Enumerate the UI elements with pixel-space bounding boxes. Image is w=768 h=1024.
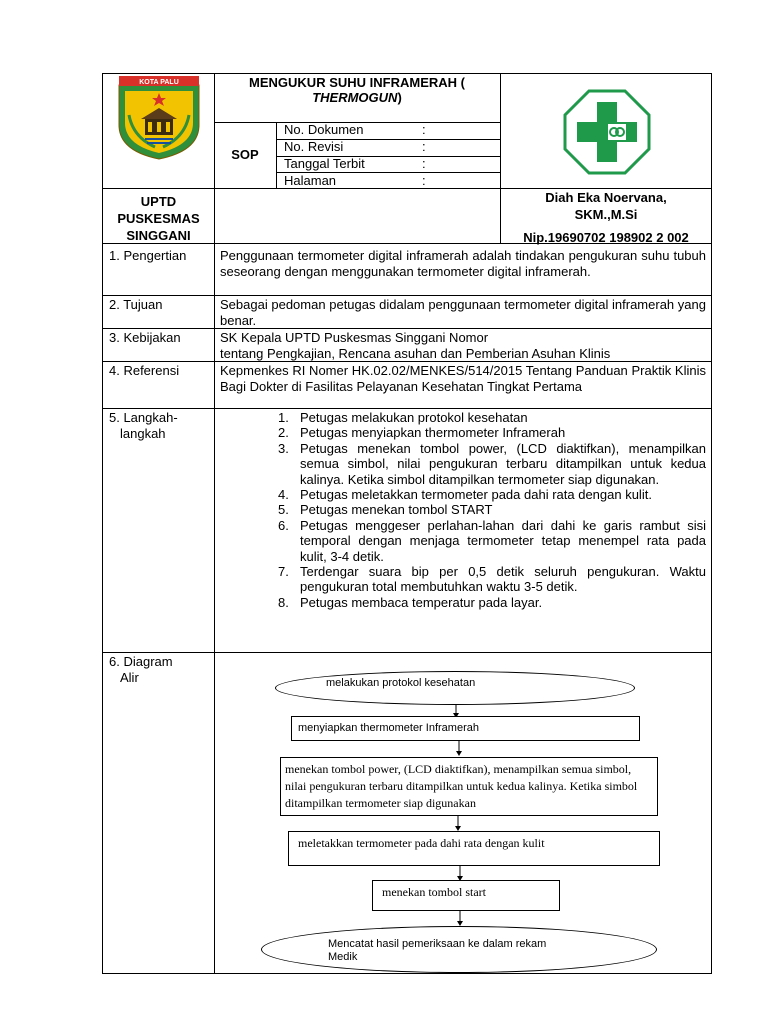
- step-item: [278, 564, 706, 595]
- step-num: 3.: [278, 440, 289, 456]
- sop-document: [102, 73, 712, 974]
- doc-field-sep: :: [422, 122, 426, 137]
- kebijakan-label: 3. Kebijakan: [109, 330, 181, 345]
- org-line3: SINGGANI: [126, 228, 191, 243]
- step-num: 8.: [278, 594, 289, 610]
- doc-field-row: [284, 139, 500, 156]
- step-num: 2.: [278, 425, 289, 441]
- flow-node-text: menekan tombol start: [382, 885, 486, 899]
- doc-field-row: [284, 156, 500, 173]
- kebijakan-line1: SK Kepala UPTD Puskesmas Singgani Nomor: [220, 330, 489, 345]
- steps-list: [278, 410, 706, 610]
- flow-node-text: melakukan protokol kesehatan: [326, 677, 476, 689]
- flow-box-start: [372, 880, 560, 911]
- langkah-label-line2: langkah: [120, 426, 166, 441]
- diagram-label: [109, 654, 173, 686]
- tujuan-label: 2. Tujuan: [109, 297, 163, 312]
- step-text: Petugas menekan tombol power, (LCD diaktifkan), menampilkan semua simbol, nilai pengukuran terbaru ditampilkan untuk kedua kalinya. Ketika simbol ditampilkan termometer siap digunakan.: [300, 440, 706, 487]
- doc-field-label: No. Dokumen: [284, 122, 364, 137]
- title-line2: [214, 90, 500, 105]
- flow-arrow: [453, 816, 463, 832]
- doc-fields: [284, 122, 500, 190]
- doc-field-sep: :: [422, 156, 426, 171]
- tujuan-text: Sebagai pedoman petugas didalam penggunaan termometer digital inframerah yang benar.: [220, 297, 706, 328]
- step-item: [278, 595, 706, 610]
- title-thermogun: THERMOGUN: [312, 90, 398, 105]
- step-item: [278, 502, 706, 517]
- langkah-label-line1: 5. Langkah-: [109, 410, 178, 425]
- step-item: [278, 425, 706, 440]
- org-name: [103, 193, 214, 244]
- signer-degree: SKM.,M.Si: [574, 207, 638, 222]
- flow-node-text: menekan tombol power, (LCD diaktifkan), menampilkan semua simbol, nilai pengukuran terbaru ditampilkan untuk kedua kalinya. Ketika simbol ditampilkan termometer siap digunakan: [285, 762, 638, 810]
- flow-end-ellipse: [261, 926, 657, 973]
- step-num: 1.: [278, 410, 289, 425]
- signer-nip: Nip.19690702 198902 2 002: [523, 230, 689, 245]
- doc-field-row: [284, 122, 500, 139]
- referensi-text: Kepmenkes RI Nomer HK.02.02/MENKES/514/2015 Tentang Panduan Praktik Klinis Bagi Dokter di Fasilitas Pelayanan Kesehatan Tingkat Pertama: [220, 363, 706, 394]
- step-text: Terdengar suara bip per 0,5 detik seluruh pengukuran. Waktu pengukuran total membutuhkan waktu 3-5 detik.: [300, 564, 706, 595]
- doc-field-sep: :: [422, 173, 426, 188]
- pengertian-label: 1. Pengertian: [109, 248, 187, 263]
- flow-node-text: menyiapkan thermometer Inframerah: [298, 722, 479, 734]
- diagram-label-line2: Alir: [120, 670, 139, 685]
- puskesmas-logo: [562, 88, 652, 176]
- doc-field-label: Tanggal Terbit: [284, 156, 365, 171]
- doc-field-label: No. Revisi: [284, 139, 344, 154]
- row-divider: [103, 295, 712, 296]
- kebijakan-text: [220, 330, 706, 362]
- step-text: Petugas meletakkan termometer pada dahi rata dengan kulit.: [300, 487, 652, 503]
- row-divider: [103, 408, 712, 409]
- referensi-label: 4. Referensi: [109, 363, 180, 378]
- title-line1: MENGUKUR SUHU INFRAMERAH (: [249, 75, 465, 90]
- step-num: 4.: [278, 487, 289, 503]
- org-line1: UPTD: [140, 194, 177, 209]
- pengertian-text: Penggunaan termometer digital inframerah adalah tindakan pengukuran suhu tubuh seseorang dengan menggunakan termometer digital inframerah.: [220, 248, 706, 279]
- title-close: ): [397, 90, 402, 105]
- doc-field-label: Halaman: [284, 173, 337, 188]
- flow-start-ellipse: [275, 671, 635, 705]
- col-divider-left: [214, 74, 215, 974]
- flow-node-text: Mencatat hasil pemeriksaan ke dalam rekam Medik: [328, 938, 547, 963]
- step-text: Petugas menyiapkan thermometer Inframerah: [300, 425, 566, 441]
- row-divider: [103, 652, 712, 653]
- langkah-label: [109, 410, 178, 442]
- step-text: Petugas melakukan protokol kesehatan: [300, 410, 528, 425]
- diagram-label-line1: 6. Diagram: [109, 654, 173, 669]
- step-text: Petugas menekan tombol START: [300, 502, 493, 518]
- signer-name: Diah Eka Noervana,: [545, 190, 667, 205]
- flow-arrow: [454, 741, 464, 757]
- step-text: Petugas menggeser perlahan-lahan dari dahi ke garis rambut sisi temporal dengan menjaga termometer tetap menempel rata pada kulit, 3-4 detik.: [300, 517, 706, 564]
- step-num: 6.: [278, 517, 289, 533]
- step-item: [278, 441, 706, 487]
- sop-label: SOP: [231, 147, 259, 162]
- svg-text:KOTA PALU: KOTA PALU: [139, 79, 179, 86]
- step-item: [278, 487, 706, 502]
- doc-field-row: [284, 173, 500, 190]
- step-item: [278, 518, 706, 564]
- step-text: Petugas membaca temperatur pada layar.: [300, 594, 543, 610]
- flow-box-place: [288, 831, 660, 866]
- col-divider-sop: [276, 122, 277, 188]
- kebijakan-line2: tentang Pengkajian, Rencana asuhan dan Pemberian Asuhan Klinis: [220, 346, 611, 361]
- step-num: 7.: [278, 564, 289, 580]
- org-line2: PUSKESMAS: [117, 211, 200, 226]
- flow-arrow: [455, 911, 465, 927]
- kota-palu-logo: [111, 75, 207, 161]
- doc-field-sep: :: [422, 139, 426, 154]
- page-title: [214, 75, 500, 105]
- flow-node-text: meletakkan termometer pada dahi rata dengan kulit: [298, 836, 545, 850]
- step-item: [278, 410, 706, 425]
- flow-box-prepare: [291, 716, 640, 741]
- flow-box-power: [280, 757, 658, 816]
- step-num: 5.: [278, 502, 289, 518]
